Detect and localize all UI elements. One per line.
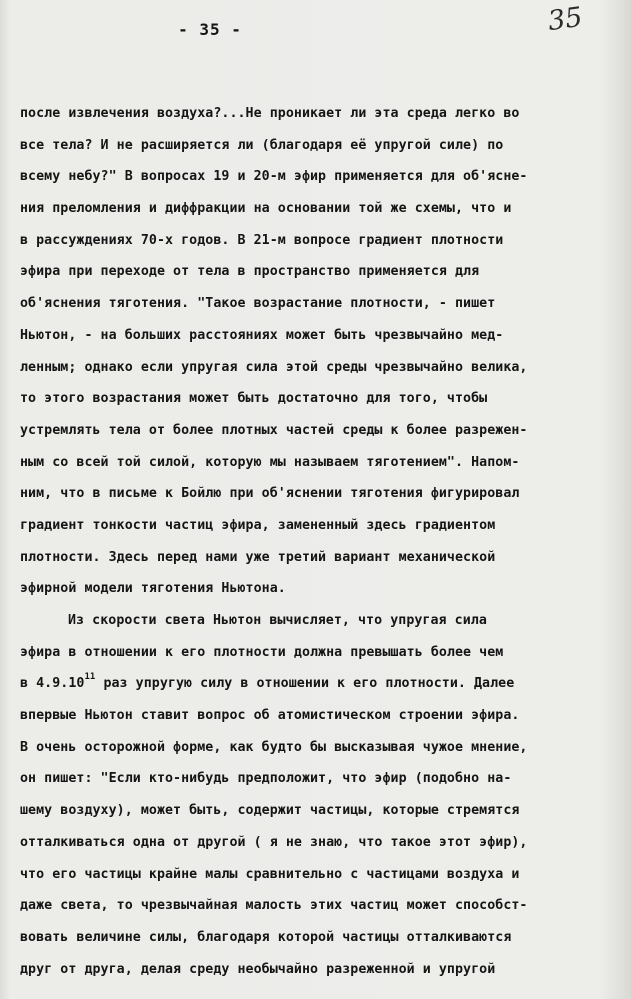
text-line: всему небу?" В вопросах 19 и 20-м эфир применяется для об'ясне- (20, 169, 528, 185)
text-line: эфирной модели тяготения Ньютона. (20, 581, 286, 597)
text-line: в рассуждениях 70-х годов. В 21-м вопросе градиент плотности (20, 232, 504, 248)
text-line: он пишет: "Если кто-нибудь предположит, что эфир (подобно на- (20, 771, 512, 787)
text-line: шему воздуху), может быть, содержит частицы, которые стремятся (20, 803, 520, 819)
text-line: ленным; однако если упругая сила этой среды чрезвычайно велика, (20, 359, 528, 375)
text-line: эфира при переходе от тела в пространство применяется для (20, 264, 480, 280)
text-line: даже света, то чрезвычайная малость этих частиц может способст- (20, 898, 528, 914)
text-line: после извлечения воздуха?...Не проникает ли эта среда легко во (20, 106, 520, 121)
text-line: вовать величине силы, благодаря которой частицы отталкиваются (20, 929, 512, 945)
text-line: впервые Ньютон ставит вопрос об атомистическом строении эфира. (20, 708, 520, 724)
text-line: ным со всей той силой, которую мы называем тяготением". Напом- (20, 454, 520, 470)
text-line: ния преломления и диффракции на основании той же схемы, что и (20, 201, 512, 217)
exponent: 11 (84, 672, 96, 683)
text-line: устремлять тела от более плотных частей среды к более разрежен- (20, 422, 528, 438)
text-segment: в 4.9.10 (20, 676, 85, 692)
text-line: отталкиваться одна от другой ( я не знаю, что такое этот эфир), (20, 834, 528, 850)
text-line: друг от друга, делая среду необычайно разреженной и упругой (20, 961, 496, 977)
text-line-indented: Из скорости света Ньютон вычисляет, что упругая сила (68, 613, 487, 628)
text-line-with-exponent (20, 668, 626, 700)
text-line: все тела? И не расширяется ли (благодаря её упругой силе) по (20, 137, 504, 153)
text-line: об'яснения тяготения. "Такое возрастание плотности, - пишет (20, 296, 496, 312)
text-line: В очень осторожной форме, как будто бы высказывая чужое мнение, (20, 739, 528, 755)
text-line: ним, что в письме к Бойлю при об'яснении тяготения фигурировал (20, 486, 520, 502)
body-text (20, 98, 626, 985)
text-segment: раз упругую силу в отношении к его плотности. Далее (95, 676, 515, 692)
text-line: градиент тонкости частиц эфира, замененный здесь градиентом (20, 517, 496, 533)
text-line: то этого возрастания может быть достаточно для того, чтобы (20, 391, 488, 407)
text-line: что его частицы крайне малы сравнительно с частицами воздуха и (20, 866, 520, 882)
text-line: плотности. Здесь перед нами уже третий вариант механической (20, 549, 496, 565)
handwritten-page-number: 35 (546, 1, 585, 38)
page-number: - 35 - (178, 20, 242, 39)
text-line: Ньютон, - на больших расстояниях может быть чрезвычайно мед- (20, 327, 504, 343)
text-line: эфира в отношении к его плотности должна превышать более чем (20, 644, 504, 660)
